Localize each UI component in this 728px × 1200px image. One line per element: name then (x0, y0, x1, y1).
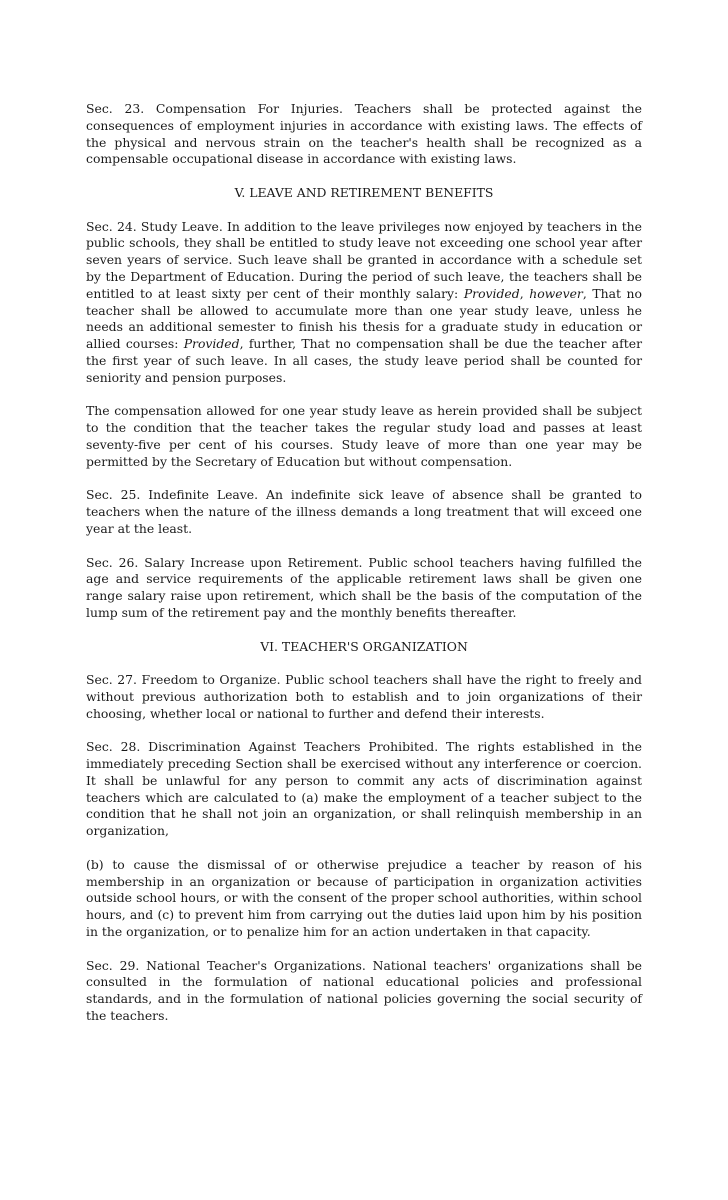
section-24-continuation-paragraph: The compensation allowed for one year study leave as herein provided shall be subject to the condition that the teacher takes the regular study load and passes at least seventy-five per cent of his courses. Study leave of more than one year may be permitted by the Secretary of Education but without compensation. (86, 403, 642, 469)
section-24-paragraph (86, 219, 642, 387)
section-24-text-part-2: , That no teacher shall be allowed to accumulate more than one year study leave, unless he needs an additional semester to finish his thesis for a graduate study in education or allied courses: (86, 285, 642, 352)
section-26-paragraph: Sec. 26. Salary Increase upon Retirement. Public school teachers having fulfilled the age and service requirements of the applicable retirement laws shall be given one range salary raise upon retirement, which shall be the basis of the computation of the lump sum of the retirement pay and the monthly benefits thereafter. (86, 554, 642, 620)
provided-italic-2: Provided (183, 336, 240, 352)
heading-teachers-organization: VI. TEACHER'S ORGANIZATION (260, 638, 468, 654)
section-29-paragraph: Sec. 29. National Teacher's Organizations. National teachers' organizations shall be consulted in the formulation of national educational policies and professional standards, and in the formulation of national policies governing the social security of the teachers. (86, 957, 642, 1024)
section-23-paragraph: Sec. 23. Compensation For Injuries. Teachers shall be protected against the consequences of employment injuries in accordance with existing laws. The effects of the physical and nervous strain on the teacher's health shall be recognized as a compensable occupational disease in accordance with existing laws. (86, 101, 642, 167)
section-24-comma: , (519, 285, 530, 301)
section-24-text-part-1: Sec. 24. Study Leave. In addition to the leave privileges now enjoyed by teachers in the public schools, they shall be entitled to study leave not exceeding one school year after seven years of service. Such leave shall be granted in accordance with a schedule set by the Department of Education. During the period of such leave, the teachers shall be entitled to at least sixty per cent of their monthly salary: (86, 218, 642, 301)
heading-leave-retirement-benefits: V. LEAVE AND RETIREMENT BENEFITS (234, 184, 494, 200)
however-italic: however (529, 285, 583, 301)
section-28-b-paragraph: (b) to cause the dismissal of or otherwise prejudice a teacher by reason of his membership in an organization or because of participation in organization activities outside school hours, or with the consent of the proper school authorities, within school hours, and (c) to prevent him from carrying out the duties laid upon him by his position in the organization, or to penalize him for an action undertaken in that capacity. (86, 856, 642, 940)
section-25-paragraph: Sec. 25. Indefinite Leave. An indefinite sick leave of absence shall be granted to teachers when the nature of the illness demands a long treatment that will exceed one year at the least. (86, 487, 642, 536)
section-24-text-part-3: , further, That no compensation shall be due the teacher after the first year of such leave. In all cases, the study leave period shall be counted for seniority and pension purposes. (86, 336, 642, 385)
section-27-paragraph: Sec. 27. Freedom to Organize. Public school teachers shall have the right to freely and without previous authorization both to establish and to join organizations of their choosing, whether local or national to further and defend their interests. (86, 672, 642, 721)
section-28-paragraph: Sec. 28. Discrimination Against Teachers Prohibited. The rights established in the immediately preceding Section shall be exercised without any interference or coercion. It shall be unlawful for any person to commit any acts of discrimination against teachers which are calculated to (a) make the employment of a teacher subject to the condition that he shall not join an organization, or shall relinquish membership in an organization, (86, 739, 642, 839)
provided-italic-1: Provided (463, 285, 520, 301)
